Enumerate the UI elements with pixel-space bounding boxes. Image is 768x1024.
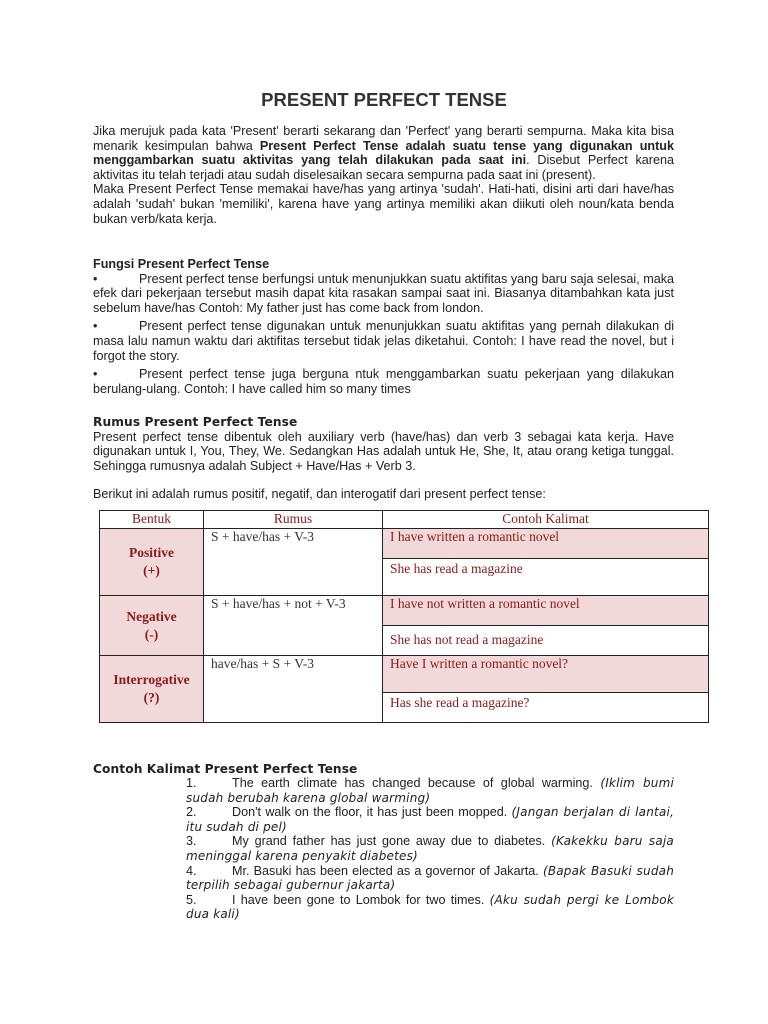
formula-cell: have/has + S + V-3 xyxy=(204,656,383,723)
table-row xyxy=(100,529,709,559)
example-cell: Have I written a romantic novel? xyxy=(383,656,709,693)
rumus-section xyxy=(93,415,674,502)
list-item xyxy=(186,893,674,922)
intro-text-a: Jika merujuk pada kata 'Present' berarti sekarang dan 'Perfect' yang berarti sempurna. Maka kita bisa menarik kesimpulan bahwa xyxy=(93,124,674,153)
intro-paragraph-2: Maka Present Perfect Tense memakai have/has yang artinya 'sudah'. Hati-hati, disini arti dari have/has adalah 'sudah' bukan 'memiliki', karena have yang artinya memiliki akan diikuti oleh noun/kata benda bukan verb/kata kerja. xyxy=(93,182,674,226)
type-symbol: (-) xyxy=(144,626,159,642)
formula-table xyxy=(99,510,709,723)
item-sentence: The earth climate has changed because of global warming. xyxy=(232,776,601,790)
item-sentence: I have been gone to Lombok for two times. xyxy=(232,892,490,907)
table-row xyxy=(100,596,709,626)
list-item xyxy=(186,805,674,834)
bullet-icon: • xyxy=(93,271,98,286)
table-row xyxy=(100,656,709,693)
bullet-icon: • xyxy=(93,367,98,382)
fungsi-item-text: Present perfect tense juga berguna ntuk menggambarkan suatu pekerjaan yang dilakukan berulang-ulang. Contoh: I have called him so many times xyxy=(93,367,674,396)
list-item xyxy=(186,776,674,805)
example-cell: She has read a magazine xyxy=(383,559,709,596)
fungsi-item xyxy=(93,272,674,316)
table-header-row xyxy=(100,511,709,529)
example-cell: Has she read a magazine? xyxy=(383,693,709,723)
page-title: PRESENT PERFECT TENSE xyxy=(261,89,507,110)
example-cell: She has not read a magazine xyxy=(383,626,709,656)
type-label: Positive xyxy=(129,545,174,560)
bullet-icon: • xyxy=(93,319,98,334)
item-number: 4. xyxy=(186,863,197,878)
type-label: Negative xyxy=(126,608,177,624)
list-item xyxy=(186,834,674,863)
intro-text-b: . Disebut Perfect karena aktivitas itu telah terjadi atau sudah diselesaikan secara sempurna pada saat ini (present). xyxy=(93,153,674,182)
rumus-intro-line: Berikut ini adalah rumus positif, negatif, dan interogatif dari present perfect tense: xyxy=(93,487,546,502)
item-translation: (Iklim bumi sudah berubah karena global warming) xyxy=(186,776,674,805)
header-rumus: Rumus xyxy=(204,511,383,529)
item-translation: (Kakekku baru saja meninggal karena penyakit diabetes) xyxy=(186,834,674,863)
type-symbol: (+) xyxy=(143,563,160,578)
contoh-list xyxy=(186,776,674,922)
fungsi-heading: Fungsi Present Perfect Tense xyxy=(93,257,270,271)
item-number: 2. xyxy=(186,805,197,820)
fungsi-item-text: Present perfect tense berfungsi untuk menunjukkan suatu aktifitas yang baru saja selesai, maka efek dari pekerjaan tersebut masih dapat kita rasakan sampai saat ini. Biasanya ditambahkan kata just sebelum have/has Contoh: My father just has come back from london. xyxy=(93,271,674,315)
type-symbol: (?) xyxy=(143,690,160,705)
item-number: 3. xyxy=(186,834,197,849)
fungsi-item xyxy=(93,367,674,396)
formula-cell: S + have/has + not + V-3 xyxy=(204,596,383,656)
fungsi-item-text: Present perfect tense digunakan untuk menunjukkan suatu aktifitas yang pernah dilakukan di masa lalu namun waktu dari aktifitas tersebut tidak jelas diketahui. Contoh: I have read the novel, but i forgot the story. xyxy=(93,319,674,363)
header-contoh: Contoh Kalimat xyxy=(383,511,709,529)
intro-section xyxy=(93,124,674,226)
fungsi-section xyxy=(93,257,674,396)
header-bentuk: Bentuk xyxy=(100,511,204,529)
item-translation: (Bapak Basuki sudah terpilih sebagai gubernur jakarta) xyxy=(186,863,674,893)
example-cell: I have written a romantic novel xyxy=(383,529,709,559)
fungsi-item xyxy=(93,319,674,363)
item-translation: (Aku sudah pergi ke Lombok dua kali) xyxy=(186,892,674,922)
type-cell-interrogative xyxy=(100,656,204,723)
item-sentence: Don't walk on the floor, it has just been mopped. xyxy=(232,805,512,820)
formula-cell: S + have/has + V-3 xyxy=(204,529,383,596)
type-cell-negative xyxy=(100,596,204,656)
item-sentence: Mr. Basuki has been elected as a governor of Jakarta. xyxy=(232,863,543,878)
item-translation: (Jangan berjalan di lantai, itu sudah di pel) xyxy=(186,805,675,834)
type-label: Interrogative xyxy=(113,672,190,687)
intro-paragraph-1 xyxy=(93,124,674,182)
example-cell: I have not written a romantic novel xyxy=(383,596,709,626)
type-cell-positive xyxy=(100,529,204,596)
contoh-heading: Contoh Kalimat Present Perfect Tense xyxy=(93,762,358,776)
item-sentence: My grand father has just gone away due to diabetes. xyxy=(232,834,552,849)
list-item xyxy=(186,864,674,893)
rumus-heading: Rumus Present Perfect Tense xyxy=(93,415,298,429)
item-number: 1. xyxy=(186,776,197,790)
intro-definition: Present Perfect Tense adalah suatu tense yang digunakan untuk menggambarkan suatu aktivitas yang telah dilakukan pada saat ini xyxy=(93,138,674,168)
item-number: 5. xyxy=(186,892,197,907)
rumus-paragraph: Present perfect tense dibentuk oleh auxiliary verb (have/has) dan verb 3 sebagai kata kerja. Have digunakan untuk I, You, They, We. Sedangkan Has adalah untuk He, She, It, atau orang ketiga tunggal. Sehingga rumusnya adalah Subject + Have/Has + Verb 3. xyxy=(93,429,674,473)
